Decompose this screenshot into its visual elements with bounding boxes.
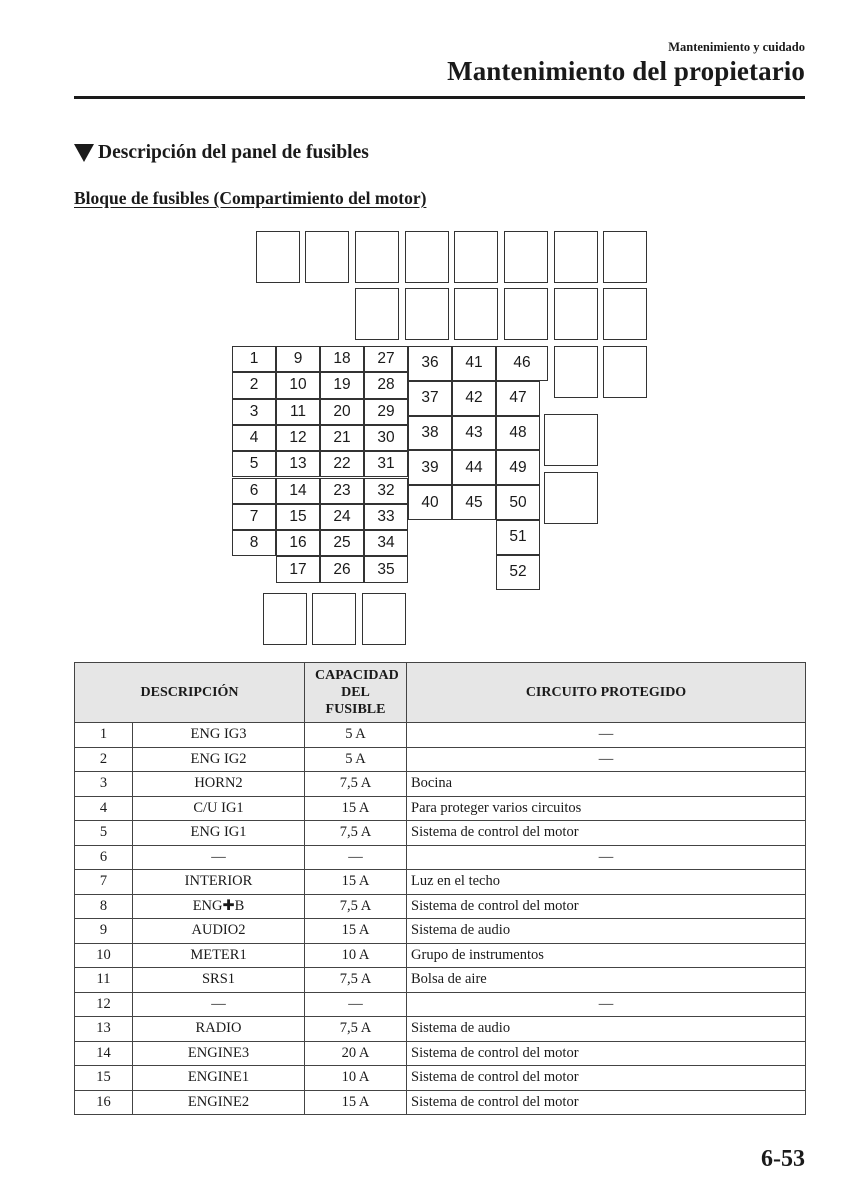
sub-heading: Bloque de fusibles (Compartimiento del motor) [74, 188, 427, 208]
protected-circuit-cell: — [407, 747, 806, 772]
fuse-cell-33: 33 [364, 504, 408, 530]
fuse-capacity-cell: — [305, 845, 407, 870]
fuse-cell-16: 16 [276, 530, 320, 556]
fuse-number-cell: 10 [75, 943, 133, 968]
fuse-number-cell: 15 [75, 1066, 133, 1091]
protected-circuit-cell: Sistema de control del motor [407, 1090, 806, 1115]
protected-circuit-cell: Grupo de instrumentos [407, 943, 806, 968]
fuse-cell-43: 43 [452, 416, 496, 451]
fuse-cell-10: 10 [276, 372, 320, 398]
fuse-cell-51: 51 [496, 520, 540, 555]
table-row [75, 821, 806, 846]
fuse-slot-empty [355, 288, 399, 340]
fuse-slot-empty [603, 288, 647, 340]
protected-circuit-cell: Sistema de control del motor [407, 821, 806, 846]
fuse-slot-empty [554, 231, 598, 283]
protected-circuit-cell: Bocina [407, 772, 806, 797]
header-rule [74, 96, 805, 99]
table-row [75, 747, 806, 772]
header-capacity: CAPACIDAD DEL FUSIBLE [305, 663, 407, 723]
section-heading [74, 142, 369, 164]
protected-circuit-cell: Bolsa de aire [407, 968, 806, 993]
protected-circuit-cell: Sistema de control del motor [407, 894, 806, 919]
fuse-capacity-cell: 7,5 A [305, 968, 407, 993]
fuse-cell-23: 23 [320, 478, 364, 504]
fuse-number-cell: 3 [75, 772, 133, 797]
fuse-description-cell: ENG IG3 [133, 723, 305, 748]
protected-circuit-cell: — [407, 992, 806, 1017]
fuse-capacity-cell: 15 A [305, 796, 407, 821]
fuse-description-cell: C/U IG1 [133, 796, 305, 821]
fuse-capacity-cell: 5 A [305, 747, 407, 772]
table-row [75, 1090, 806, 1115]
fuse-cell-15: 15 [276, 504, 320, 530]
table-header-row [75, 663, 806, 723]
fuse-number-cell: 6 [75, 845, 133, 870]
table-row [75, 796, 806, 821]
fuse-slot-empty [504, 288, 548, 340]
header-section-label: Mantenimiento y cuidado [668, 40, 805, 54]
fuse-cell-47: 47 [496, 381, 540, 416]
fuse-capacity-cell: — [305, 992, 407, 1017]
triangle-down-icon [74, 144, 94, 162]
table-row [75, 919, 806, 944]
fuse-cell-45: 45 [452, 485, 496, 520]
fuse-slot-empty [312, 593, 356, 645]
fuse-cell-14: 14 [276, 478, 320, 504]
table-row [75, 870, 806, 895]
fuse-cell-28: 28 [364, 372, 408, 398]
fuse-number-cell: 16 [75, 1090, 133, 1115]
header-circuit: CIRCUITO PROTEGIDO [407, 663, 806, 723]
fuse-description-cell: HORN2 [133, 772, 305, 797]
fuse-capacity-cell: 20 A [305, 1041, 407, 1066]
fuse-capacity-cell: 15 A [305, 919, 407, 944]
fuse-number-cell: 11 [75, 968, 133, 993]
fuse-capacity-cell: 5 A [305, 723, 407, 748]
fuse-cell-12: 12 [276, 425, 320, 451]
fuse-description-cell: ENGINE3 [133, 1041, 305, 1066]
protected-circuit-cell: Sistema de control del motor [407, 1041, 806, 1066]
fuse-cell-13: 13 [276, 451, 320, 477]
fuse-slot-empty [603, 346, 647, 398]
table-row [75, 845, 806, 870]
fuse-slot-empty [554, 288, 598, 340]
fuse-slot-empty [554, 346, 598, 398]
fuse-cell-48: 48 [496, 416, 540, 451]
table-row [75, 1017, 806, 1042]
fuse-capacity-cell: 15 A [305, 870, 407, 895]
header-description: DESCRIPCIÓN [75, 663, 305, 723]
protected-circuit-cell: Luz en el techo [407, 870, 806, 895]
fuse-number-cell: 8 [75, 894, 133, 919]
fuse-cell-27: 27 [364, 346, 408, 372]
table-row [75, 1041, 806, 1066]
fuse-cell-8: 8 [232, 530, 276, 556]
fuse-cell-2: 2 [232, 372, 276, 398]
fuse-cell-11: 11 [276, 399, 320, 425]
fuse-slot-empty [256, 231, 300, 283]
fuse-cell-3: 3 [232, 399, 276, 425]
protected-circuit-cell: Sistema de control del motor [407, 1066, 806, 1091]
fuse-number-cell: 9 [75, 919, 133, 944]
fuse-description-cell: INTERIOR [133, 870, 305, 895]
fuse-capacity-cell: 10 A [305, 1066, 407, 1091]
fuse-slot-empty [355, 231, 399, 283]
fuse-cell-41: 41 [452, 346, 496, 381]
fuse-cell-40: 40 [408, 485, 452, 520]
fuse-cell-46: 46 [496, 346, 548, 381]
fuse-description-cell: — [133, 992, 305, 1017]
protected-circuit-cell: — [407, 845, 806, 870]
fuse-slot-empty [362, 593, 406, 645]
fuse-slot-empty [263, 593, 307, 645]
page-title: Mantenimiento del propietario [447, 56, 805, 86]
fuse-cell-19: 19 [320, 372, 364, 398]
fuse-cell-17: 17 [276, 556, 320, 582]
fuse-cell-44: 44 [452, 450, 496, 485]
fuse-description-cell: ENGINE2 [133, 1090, 305, 1115]
fuse-description-cell: ENG IG2 [133, 747, 305, 772]
fuse-description-cell: ENG IG1 [133, 821, 305, 846]
protected-circuit-cell: — [407, 723, 806, 748]
fuse-number-cell: 13 [75, 1017, 133, 1042]
fuse-cell-5: 5 [232, 451, 276, 477]
fuse-cell-29: 29 [364, 399, 408, 425]
fuse-number-cell: 12 [75, 992, 133, 1017]
table-row [75, 992, 806, 1017]
fuse-capacity-cell: 10 A [305, 943, 407, 968]
fuse-capacity-cell: 7,5 A [305, 894, 407, 919]
fuse-cell-52: 52 [496, 555, 540, 590]
fuse-number-cell: 2 [75, 747, 133, 772]
table-row [75, 968, 806, 993]
fuse-cell-34: 34 [364, 530, 408, 556]
fuse-slot-empty [544, 414, 598, 466]
fuse-cell-6: 6 [232, 478, 276, 504]
fuse-number-cell: 7 [75, 870, 133, 895]
table-row [75, 772, 806, 797]
protected-circuit-cell: Sistema de audio [407, 1017, 806, 1042]
fuse-description-cell: RADIO [133, 1017, 305, 1042]
fuse-table [74, 662, 806, 1115]
protected-circuit-cell: Para proteger varios circuitos [407, 796, 806, 821]
fuse-cell-50: 50 [496, 485, 540, 520]
fuse-cell-1: 1 [232, 346, 276, 372]
fuse-cell-31: 31 [364, 451, 408, 477]
protected-circuit-cell: Sistema de audio [407, 919, 806, 944]
fuse-capacity-cell: 7,5 A [305, 772, 407, 797]
fuse-description-cell: — [133, 845, 305, 870]
table-row [75, 723, 806, 748]
fuse-capacity-cell: 7,5 A [305, 821, 407, 846]
fuse-cell-37: 37 [408, 381, 452, 416]
fuse-cell-22: 22 [320, 451, 364, 477]
fuse-slot-empty [504, 231, 548, 283]
fuse-capacity-cell: 7,5 A [305, 1017, 407, 1042]
fuse-number-cell: 5 [75, 821, 133, 846]
fuse-cell-42: 42 [452, 381, 496, 416]
fuse-cell-24: 24 [320, 504, 364, 530]
fuse-cell-18: 18 [320, 346, 364, 372]
fuse-cell-20: 20 [320, 399, 364, 425]
fuse-slot-empty [454, 231, 498, 283]
fuse-number-cell: 1 [75, 723, 133, 748]
fuse-cell-38: 38 [408, 416, 452, 451]
fuse-cell-35: 35 [364, 556, 408, 582]
fuse-description-cell: SRS1 [133, 968, 305, 993]
fuse-description-cell: METER1 [133, 943, 305, 968]
fuse-slot-empty [544, 472, 598, 524]
fuse-cell-36: 36 [408, 346, 452, 381]
fuse-description-cell: AUDIO2 [133, 919, 305, 944]
fuse-number-cell: 14 [75, 1041, 133, 1066]
fuse-slot-empty [603, 231, 647, 283]
fuse-cell-39: 39 [408, 450, 452, 485]
fuse-cell-9: 9 [276, 346, 320, 372]
fuse-slot-empty [405, 231, 449, 283]
fuse-cell-21: 21 [320, 425, 364, 451]
fuse-slot-empty [454, 288, 498, 340]
table-row [75, 943, 806, 968]
fuse-slot-empty [405, 288, 449, 340]
page-number: 6-53 [761, 1146, 805, 1172]
fuse-cell-25: 25 [320, 530, 364, 556]
table-row [75, 894, 806, 919]
table-row [75, 1066, 806, 1091]
fuse-cell-26: 26 [320, 556, 364, 582]
fuse-number-cell: 4 [75, 796, 133, 821]
fuse-cell-49: 49 [496, 450, 540, 485]
fuse-cell-7: 7 [232, 504, 276, 530]
fuse-slot-empty [305, 231, 349, 283]
fuse-capacity-cell: 15 A [305, 1090, 407, 1115]
fuse-cell-32: 32 [364, 478, 408, 504]
fuse-cell-30: 30 [364, 425, 408, 451]
section-heading-text: Descripción del panel de fusibles [98, 142, 369, 163]
fuse-description-cell: ENG✚B [133, 894, 305, 919]
fuse-cell-4: 4 [232, 425, 276, 451]
fuse-description-cell: ENGINE1 [133, 1066, 305, 1091]
